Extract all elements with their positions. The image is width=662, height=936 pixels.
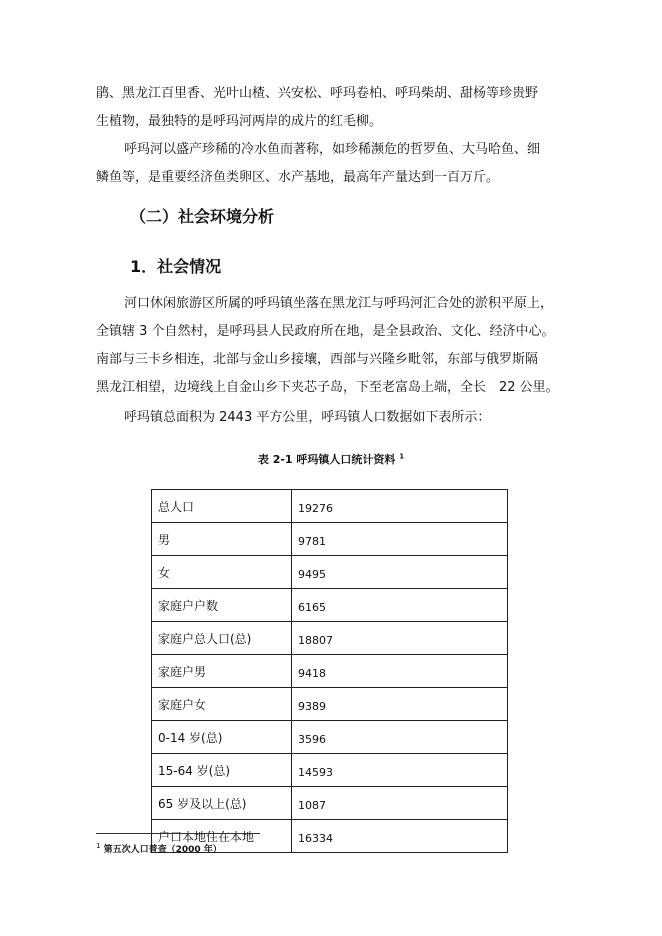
table-cell-label: 女	[152, 556, 292, 589]
table-cell-label: 家庭户总人口(总)	[152, 622, 292, 655]
location-paragraph	[96, 290, 574, 402]
table-row	[152, 787, 508, 820]
intro-line-2: 生植物，最独特的是呼玛河两岸的成片的红毛柳。	[96, 114, 383, 129]
table-cell-value: 9418	[292, 655, 508, 688]
subsection-heading: 1．社会情况	[130, 257, 222, 276]
population-table	[151, 489, 508, 853]
footnote-divider	[96, 833, 260, 834]
intro-line-1: 鹃、黑龙江百里香、光叶山楂、兴安松、呼玛卷柏、呼玛柴胡、甜杨等珍贵野	[96, 86, 539, 101]
table-row	[152, 721, 508, 754]
table-cell-label: 15-64 岁(总)	[152, 754, 292, 787]
location-line-3: 南部与三卡乡相连，北部与金山乡接壤，西部与兴隆乡毗邻，东部与俄罗斯隔	[96, 352, 539, 367]
area-paragraph	[96, 404, 574, 432]
table-cell-value: 9781	[292, 523, 508, 556]
table-row	[152, 589, 508, 622]
table-cell-label: 家庭户女	[152, 688, 292, 721]
table-cell-label: 家庭户户数	[152, 589, 292, 622]
footnote	[96, 842, 222, 855]
fish-paragraph	[96, 136, 574, 192]
table-row	[152, 556, 508, 589]
table-cell-label: 男	[152, 523, 292, 556]
table-cell-value: 9389	[292, 688, 508, 721]
area-line: 呼玛镇总面积为 2443 平方公里，呼玛镇人口数据如下表所示：	[124, 410, 491, 425]
table-cell-value: 9495	[292, 556, 508, 589]
table-row	[152, 754, 508, 787]
table-cell-label: 0-14 岁(总)	[152, 721, 292, 754]
intro-paragraph	[96, 80, 574, 136]
location-line-2: 全镇辖 3 个自然村，是呼玛县人民政府所在地，是全县政治、文化、经济中心。	[96, 324, 555, 339]
table-row	[152, 688, 508, 721]
table-cell-value: 19276	[292, 490, 508, 523]
fish-line-1: 呼玛河以盛产珍稀的冷水鱼而著称，如珍稀濒危的哲罗鱼、大马哈鱼、细	[124, 142, 541, 157]
table-cell-label: 总人口	[152, 490, 292, 523]
table-cell-label: 家庭户男	[152, 655, 292, 688]
table-cell-value: 6165	[292, 589, 508, 622]
table-cell-value: 3596	[292, 721, 508, 754]
table-row	[152, 490, 508, 523]
table-row	[152, 655, 508, 688]
table-cell-value: 18807	[292, 622, 508, 655]
table-row	[152, 622, 508, 655]
location-line-4: 黑龙江相望，边境线上自金山乡下夹芯子岛，下至老富岛上端，全长 22 公里。	[96, 380, 559, 395]
table-caption-note-mark: 1	[399, 452, 405, 461]
footnote-text: 第五次人口普查（2000 年）	[103, 845, 222, 855]
table-row	[152, 523, 508, 556]
section-heading: （二）社会环境分析	[130, 207, 275, 226]
fish-line-2: 鳞鱼等，是重要经济鱼类卵区、水产基地，最高年产量达到一百万斤。	[96, 170, 500, 185]
table-cell-value: 1087	[292, 787, 508, 820]
footnote-mark: 1	[96, 842, 101, 850]
table-cell-label: 65 岁及以上(总)	[152, 787, 292, 820]
table-cell-label: 户口本地住在本地	[152, 820, 292, 853]
table-cell-value: 16334	[292, 820, 508, 853]
table-cell-value: 14593	[292, 754, 508, 787]
table-caption	[0, 451, 662, 467]
table-caption-text: 表 2-1 呼玛镇人口统计资料	[257, 453, 396, 466]
location-line-1: 河口休闲旅游区所属的呼玛镇坐落在黑龙江与呼玛河汇合处的淤积平原上，	[124, 296, 554, 311]
